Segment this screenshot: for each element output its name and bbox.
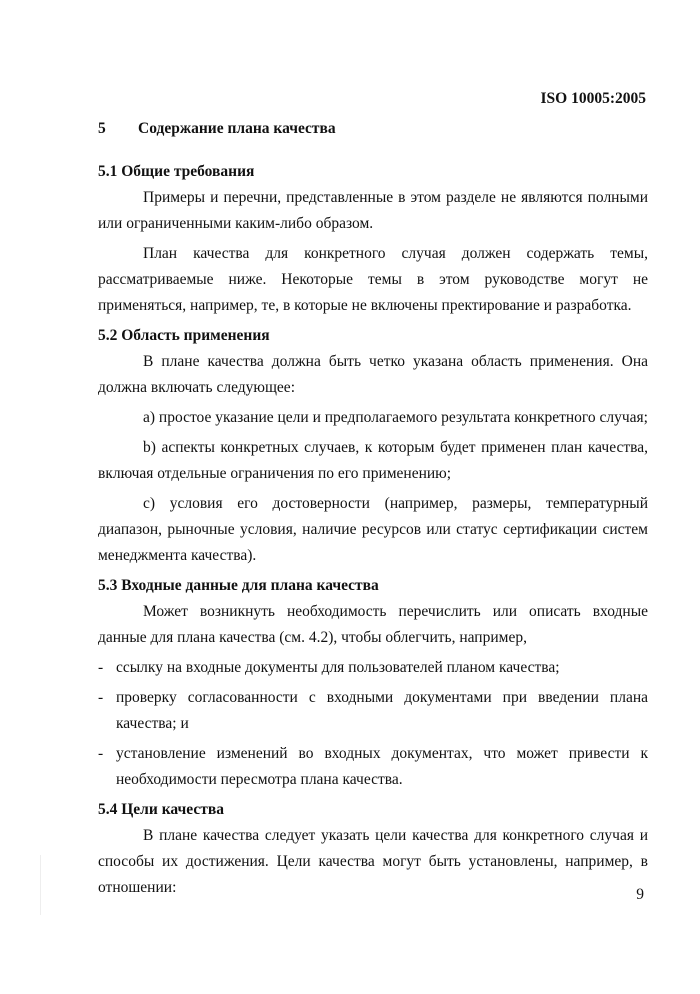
document-body [98, 159, 648, 905]
section-title: Содержание плана качества [138, 120, 336, 137]
subsection-heading-5-4: 5.4 Цели качества [98, 801, 224, 818]
subsection-heading-5-1: 5.1 Общие требования [98, 163, 255, 180]
dash-bullet: - [98, 689, 104, 706]
dash-list-item [98, 741, 648, 793]
dash-list-text: проверку согласованности с входными документами при введении плана качества; и [116, 689, 648, 732]
dash-list-item [98, 685, 648, 737]
list-item-a: a) простое указание цели и предполагаемого результата конкретного случая; [143, 409, 648, 426]
list-item-c: c) условия его достоверности (например, размеры, температурный диапазон, рыночные условия, наличие ресурсов или статус сертификации систем менеджмента качества). [98, 495, 648, 564]
subsection-heading-5-2: 5.2 Область применения [98, 327, 270, 344]
standard-header: ISO 10005:2005 [540, 90, 646, 107]
paragraph-5-1-1: Примеры и перечни, представленные в этом разделе не являются полными или ограниченными каким-либо образом. [98, 189, 648, 232]
paragraph-5-4-1: В плане качества следует указать цели качества для конкретного случая и способы их достижения. Цели качества могут быть установлены, например, в отношении: [98, 827, 648, 896]
dash-bullet: - [98, 745, 104, 762]
paragraph-5-1-2b: рассматриваемые ниже. Некоторые темы в этом руководстве могут не применяться, например, те, в которые не включены пректирование и разработка. [98, 271, 648, 314]
dash-list-text: ссылку на входные документы для пользователей планом качества; [116, 659, 560, 676]
paragraph-5-1-2a: План качества для конкретного случая должен содержать темы, [143, 245, 648, 262]
section-heading [98, 120, 658, 138]
dash-bullet: - [98, 659, 104, 676]
subsection-heading-5-3: 5.3 Входные данные для плана качества [98, 577, 379, 594]
scan-margin-mark [40, 855, 41, 915]
dash-list-text: установление изменений во входных документах, что может привести к необходимости пересмотра плана качества. [116, 745, 648, 788]
list-item-b: b) аспекты конкретных случаев, к которым будет применен план качества, включая отдельные ограничения по его применению; [98, 439, 648, 482]
paragraph-5-3-1: Может возникнуть необходимость перечислить или описать входные данные для плана качества (см. 4.2), чтобы облегчить, например, [98, 603, 648, 646]
dash-list-item [98, 655, 648, 681]
paragraph-5-2-1: В плане качества должна быть четко указана область применения. Она должна включать следующее: [98, 353, 648, 396]
page-number: 9 [636, 886, 644, 903]
section-number: 5 [98, 120, 106, 137]
